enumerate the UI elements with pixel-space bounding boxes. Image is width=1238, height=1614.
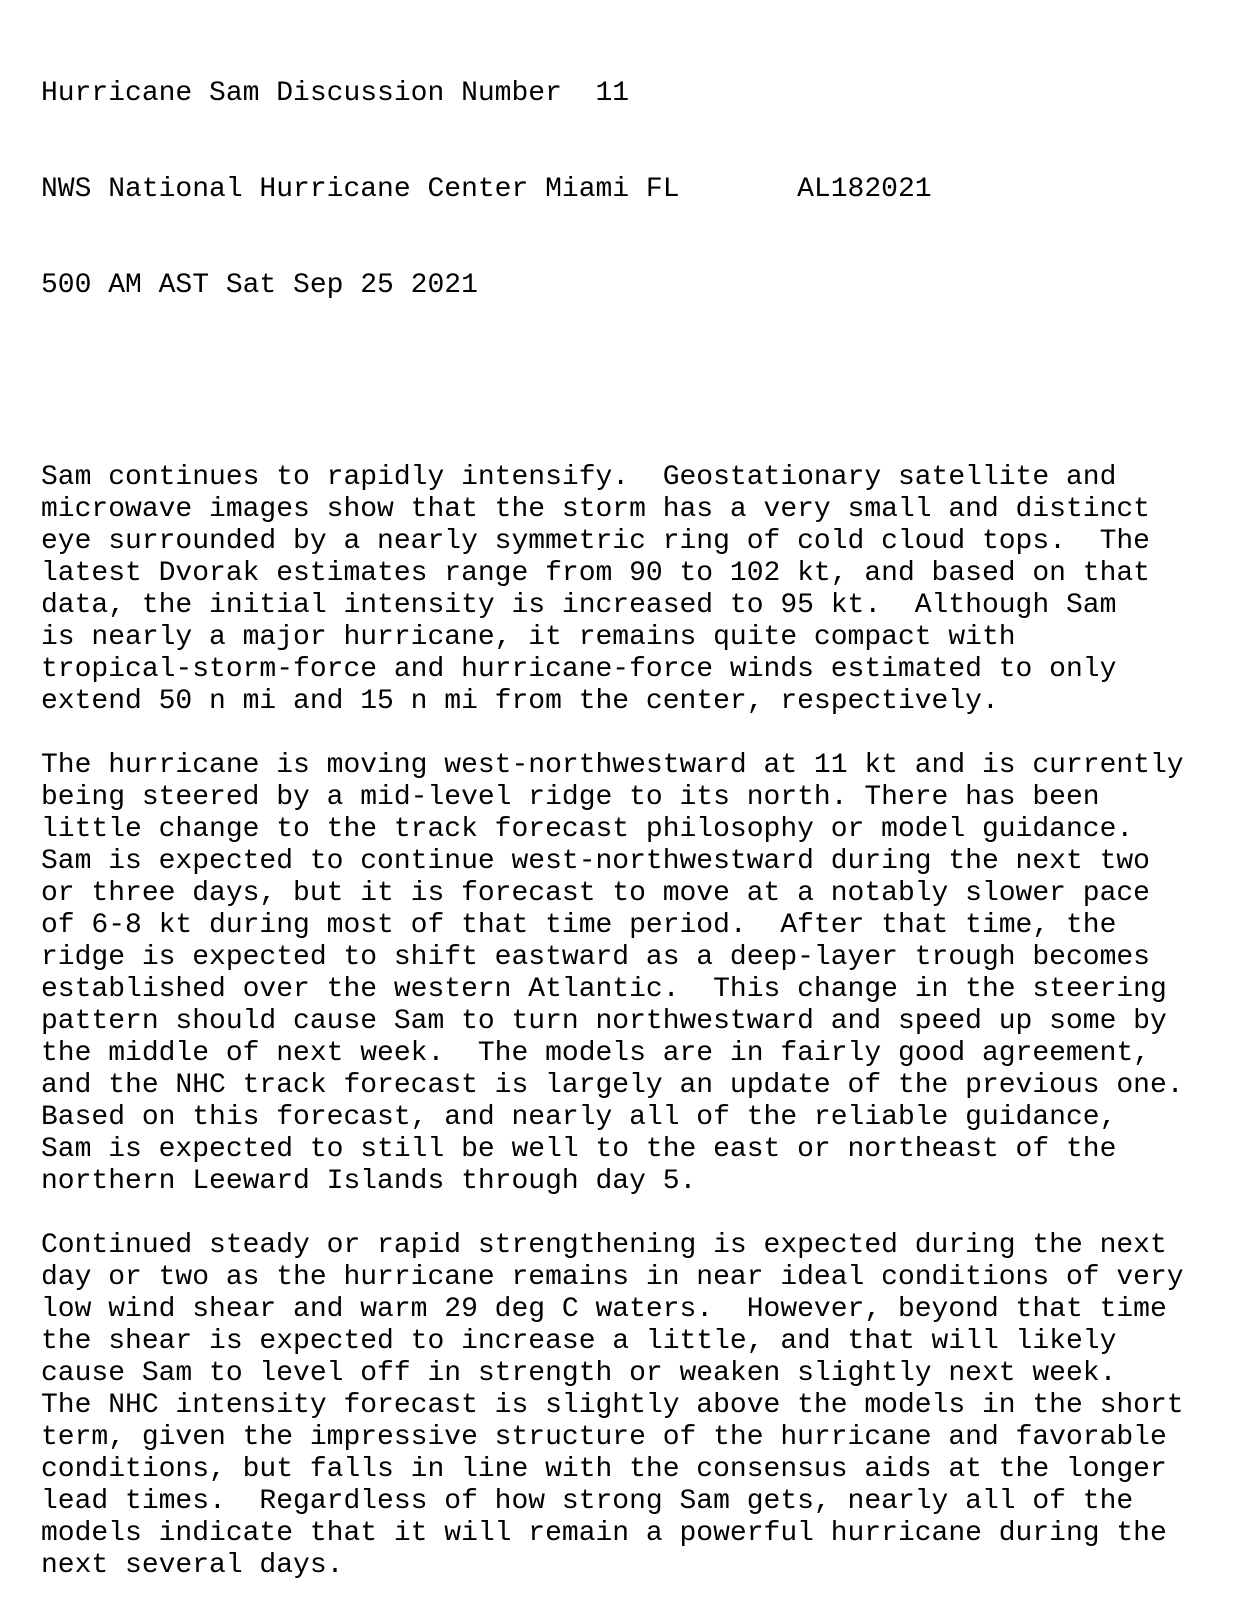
paragraph-line: ridge is expected to shift eastward as a deep-layer trough becomes: [41, 942, 1150, 973]
paragraph-line: latest Dvorak estimates range from 90 to 102 kt, and based on that: [41, 558, 1150, 589]
paragraph-line: cause Sam to level off in strength or weaken slightly next week.: [41, 1358, 1117, 1389]
paragraph-line: eye surrounded by a nearly symmetric ring of cold cloud tops. The: [41, 526, 1150, 557]
paragraph-line: the shear is expected to increase a little, and that will likely: [41, 1326, 1117, 1357]
paragraph-line: Continued steady or rapid strengthening is expected during the next: [41, 1230, 1167, 1261]
paragraph-line: the middle of next week. The models are in fairly good agreement,: [41, 1038, 1150, 1069]
paragraph-line: established over the western Atlantic. This change in the steering: [41, 974, 1167, 1005]
paragraph-line: little change to the track forecast philosophy or model guidance.: [41, 814, 1134, 845]
paragraph-line: The hurricane is moving west-northwestward at 11 kt and is currently: [41, 750, 1184, 781]
paragraph-line: Sam continues to rapidly intensify. Geostationary satellite and: [41, 462, 1117, 493]
paragraph-line: is nearly a major hurricane, it remains quite compact with: [41, 622, 1016, 653]
paragraph-line: Based on this forecast, and nearly all of the reliable guidance,: [41, 1102, 1117, 1133]
paragraph-line: tropical-storm-force and hurricane-force winds estimated to only: [41, 654, 1117, 685]
paragraph-line: data, the initial intensity is increased to 95 kt. Although Sam: [41, 590, 1117, 621]
paragraph-spacer: [41, 366, 1238, 398]
paragraph-line: northern Leeward Islands through day 5.: [41, 1166, 697, 1197]
paragraph-line: being steered by a mid-level ridge to its north. There has been: [41, 782, 1100, 813]
discussion-paragraph: [41, 750, 1238, 1198]
paragraph-line: microwave images show that the storm has a very small and distinct: [41, 494, 1150, 525]
paragraph-spacer: [41, 718, 1238, 750]
paragraph-line: term, given the impressive structure of the hurricane and favorable: [41, 1422, 1167, 1453]
issuing-office: NWS National Hurricane Center Miami FL AL182021: [41, 174, 932, 205]
paragraph-line: of 6-8 kt during most of that time period. After that time, the: [41, 910, 1117, 941]
paragraph-line: Sam is expected to continue west-northwestward during the next two: [41, 846, 1150, 877]
discussion-paragraph: [41, 1230, 1238, 1582]
discussion-title: Hurricane Sam Discussion Number 11: [41, 78, 630, 109]
paragraph-line: low wind shear and warm 29 deg C waters. However, beyond that time: [41, 1294, 1167, 1325]
paragraph-line: pattern should cause Sam to turn northwestward and speed up some by: [41, 1006, 1167, 1037]
paragraph-line: models indicate that it will remain a powerful hurricane during the: [41, 1518, 1167, 1549]
paragraph-line: and the NHC track forecast is largely an update of the previous one.: [41, 1070, 1184, 1101]
paragraph-line: or three days, but it is forecast to move at a notably slower pace: [41, 878, 1150, 909]
discussion-paragraph: [41, 462, 1238, 718]
discussion-body: [41, 462, 1238, 1582]
paragraph-line: next several days.: [41, 1550, 344, 1581]
paragraph-line: day or two as the hurricane remains in near ideal conditions of very: [41, 1262, 1184, 1293]
paragraph-line: lead times. Regardless of how strong Sam gets, nearly all of the: [41, 1486, 1134, 1517]
paragraph-line: conditions, but falls in line with the consensus aids at the longer: [41, 1454, 1167, 1485]
issue-time: 500 AM AST Sat Sep 25 2021: [41, 270, 478, 301]
paragraph-spacer: [41, 1198, 1238, 1230]
paragraph-line: extend 50 n mi and 15 n mi from the center, respectively.: [41, 686, 999, 717]
paragraph-line: The NHC intensity forecast is slightly above the models in the short: [41, 1390, 1184, 1421]
paragraph-line: Sam is expected to still be well to the east or northeast of the: [41, 1134, 1117, 1165]
